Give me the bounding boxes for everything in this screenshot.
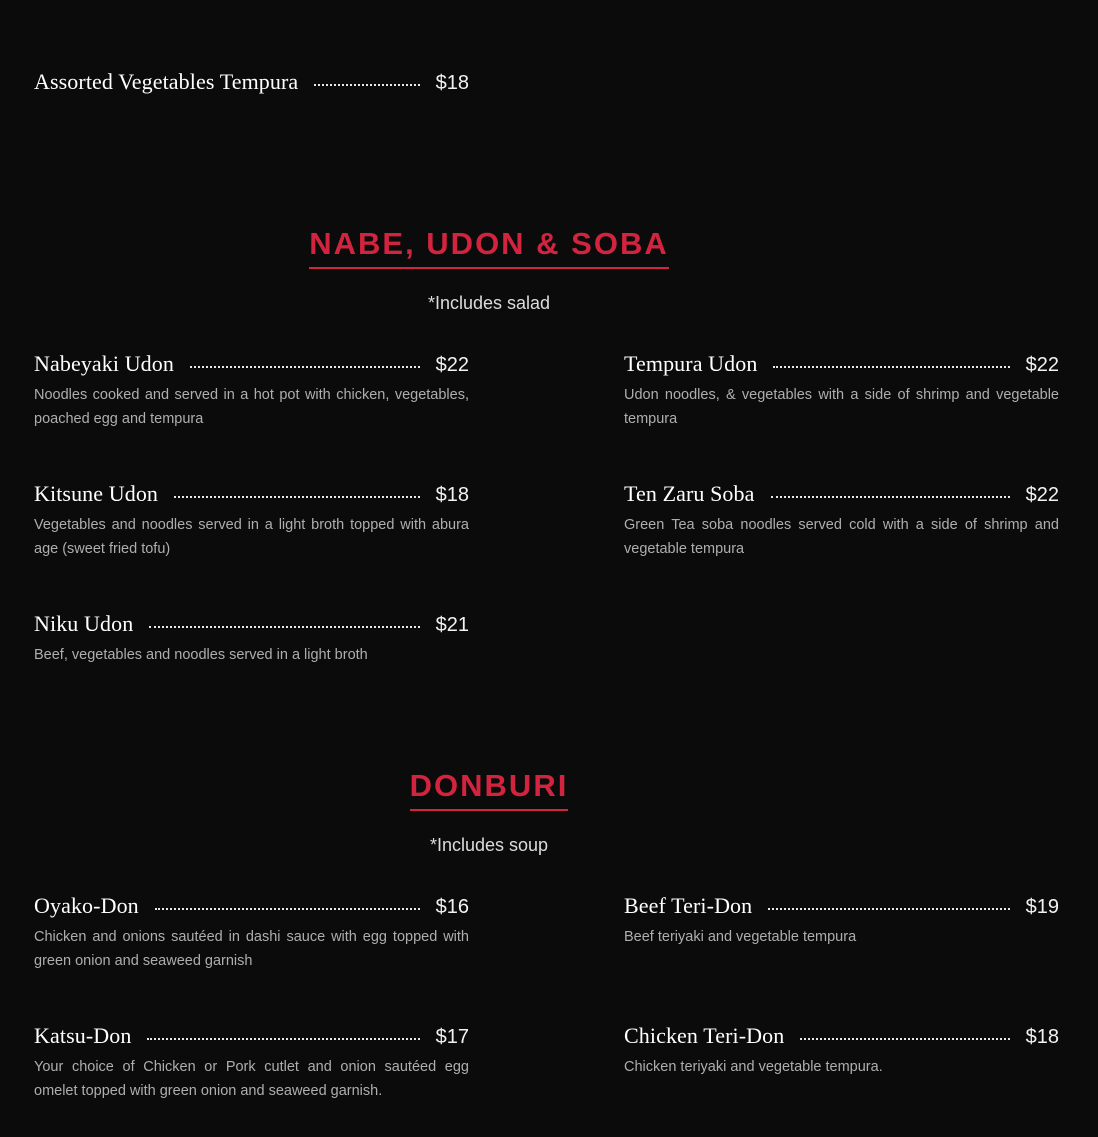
menu-item-nabeyaki-udon — [34, 351, 469, 431]
menu-item-description: Chicken and onions sautéed in dashi sauce with egg topped with green onion and seaweed garnish — [34, 929, 469, 969]
menu-item-price: $17 — [435, 1026, 469, 1048]
menu-item-header — [34, 481, 469, 511]
dotted-leader — [768, 908, 1009, 910]
menu-item-tempura-udon — [624, 351, 1059, 431]
menu-item-description: Beef teriyaki and vegetable tempura — [624, 929, 857, 945]
menu-item-header — [34, 351, 469, 381]
menu-item-katsu-don — [34, 1023, 469, 1103]
section-note-includes-salad: *Includes salad — [427, 293, 551, 313]
menu-item-name: Katsu-Don — [34, 1023, 132, 1048]
menu-item-price: $21 — [435, 614, 469, 636]
menu-item-header — [624, 893, 1059, 923]
dotted-leader — [149, 626, 419, 628]
menu-item-price: $22 — [435, 354, 469, 376]
section-heading: DONBURI — [410, 768, 569, 811]
menu-item-price: $18 — [1025, 1026, 1059, 1048]
dotted-leader — [174, 496, 420, 498]
menu-item-name: Chicken Teri-Don — [624, 1023, 785, 1048]
menu-item-name: Tempura Udon — [624, 351, 758, 376]
menu-item-name: Ten Zaru Soba — [624, 481, 755, 506]
menu-item-ten-zaru-soba — [624, 481, 1059, 561]
menu-item-description: Your choice of Chicken or Pork cutlet and onion sautéed egg omelet topped with green onion and seaweed garnish. — [34, 1059, 469, 1099]
menu-item-price: $19 — [1025, 896, 1059, 918]
menu-item-description: Udon noodles, & vegetables with a side of shrimp and vegetable tempura — [624, 387, 1059, 427]
section-title-nabe-udon-soba — [0, 226, 978, 269]
menu-item-description: Noodles cooked and served in a hot pot with chicken, vegetables, poached egg and tempura — [34, 387, 469, 427]
menu-item-oyako-don — [34, 893, 469, 973]
menu-item-header — [34, 69, 469, 99]
menu-item-description: Chicken teriyaki and vegetable tempura. — [624, 1059, 883, 1075]
dotted-leader — [771, 496, 1010, 498]
menu-item-header — [624, 481, 1059, 511]
menu-item-name: Beef Teri-Don — [624, 893, 753, 918]
dotted-leader — [190, 366, 420, 368]
dotted-leader — [773, 366, 1009, 368]
dotted-leader — [800, 1038, 1009, 1040]
menu-item-header — [34, 611, 469, 641]
section-heading: NABE, UDON & SOBA — [309, 226, 669, 269]
dotted-leader — [314, 84, 419, 86]
menu-item-name: Oyako-Don — [34, 893, 139, 918]
menu-item-price: $16 — [435, 896, 469, 918]
menu-item-name: Niku Udon — [34, 611, 134, 636]
dotted-leader — [155, 908, 420, 910]
menu-item-price: $22 — [1025, 484, 1059, 506]
menu-item-niku-udon — [34, 611, 469, 667]
menu-item-description: Vegetables and noodles served in a light broth topped with abura age (sweet fried tofu) — [34, 517, 469, 557]
dotted-leader — [147, 1038, 419, 1040]
menu-item-price: $18 — [435, 484, 469, 506]
menu-item-header — [624, 351, 1059, 381]
menu-item-description: Beef, vegetables and noodles served in a light broth — [34, 647, 368, 663]
menu-item-header — [34, 1023, 469, 1053]
menu-item-name: Kitsune Udon — [34, 481, 159, 506]
menu-item-assorted-vegetables-tempura — [34, 69, 469, 99]
section-note-includes-soup: *Includes soup — [429, 835, 549, 855]
menu-item-chicken-teri-don — [624, 1023, 1059, 1079]
section-title-donburi — [0, 768, 978, 811]
menu-item-kitsune-udon — [34, 481, 469, 561]
menu-item-price: $18 — [435, 72, 469, 94]
menu-item-beef-teri-don — [624, 893, 1059, 949]
menu-item-header — [34, 893, 469, 923]
menu-item-description: Green Tea soba noodles served cold with a side of shrimp and vegetable tempura — [624, 517, 1059, 557]
menu-item-price: $22 — [1025, 354, 1059, 376]
menu-item-name: Assorted Vegetables Tempura — [34, 69, 299, 94]
menu-item-header — [624, 1023, 1059, 1053]
menu-item-name: Nabeyaki Udon — [34, 351, 174, 376]
